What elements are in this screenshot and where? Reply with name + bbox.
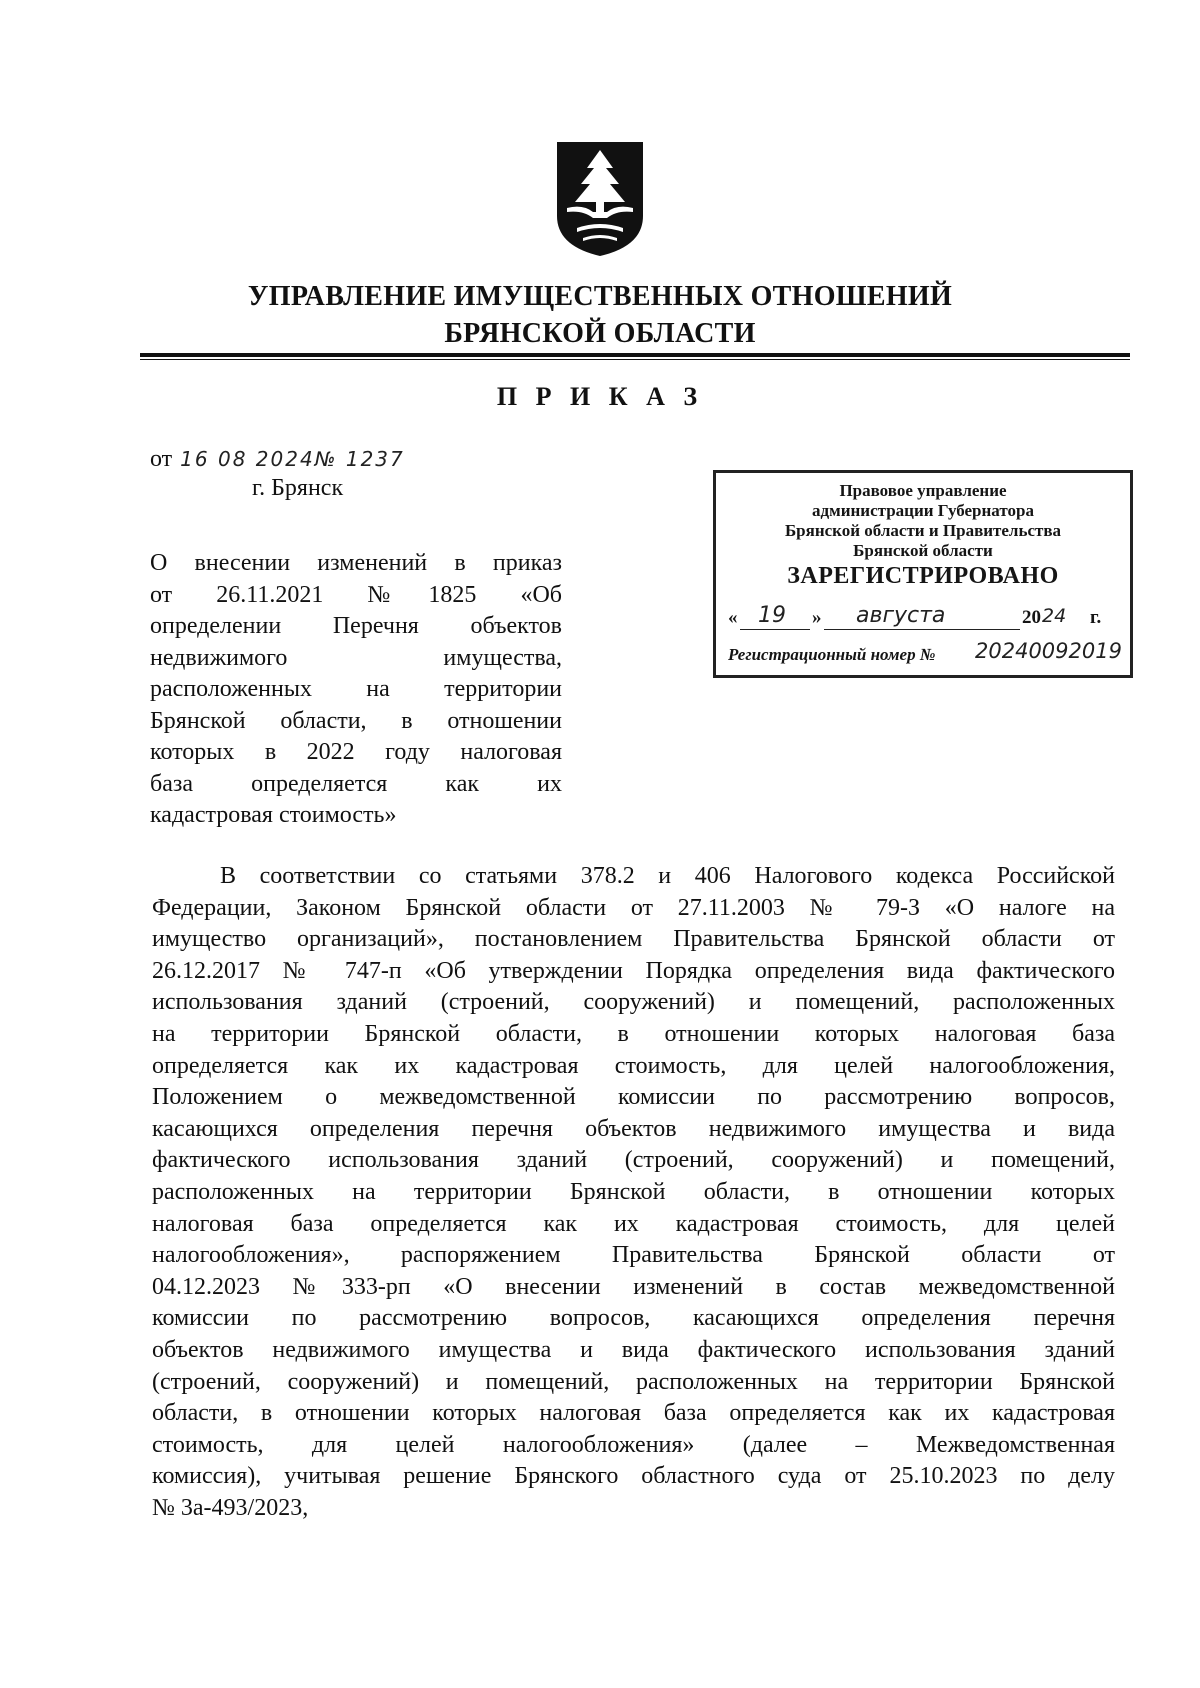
order-date-line — [150, 446, 405, 473]
handwritten-date-number: 16 08 2024№ 1237 — [180, 447, 405, 471]
subject-line: определении Перечня объектов — [150, 613, 562, 639]
preamble-line: налоговая база определяется как их кадастровая стоимость, для целей — [152, 1210, 1115, 1237]
organization-title-line2: БРЯНСКОЙ ОБЛАСТИ — [444, 318, 756, 349]
preamble-line: на территории Брянской области, в отношении которых налоговая база — [152, 1020, 1115, 1047]
stamp-date-row — [728, 603, 1118, 633]
subject-line: О внесении изменений в приказ — [150, 550, 562, 576]
preamble-line: № 3а-493/2023, — [152, 1494, 309, 1521]
stamp-close-quote: » — [812, 607, 822, 628]
stamp-registration-row — [728, 639, 1122, 669]
stamp-line-4: Брянской области — [853, 541, 993, 560]
stamp-year-suffix: 24 — [1042, 605, 1067, 627]
header-divider — [140, 353, 1130, 357]
organization-title-line1: УПРАВЛЕНИЕ ИМУЩЕСТВЕННЫХ ОТНОШЕНИЙ — [247, 281, 953, 312]
stamp-line-3: Брянской области и Правительства — [784, 521, 1062, 540]
subject-line: кадастровая стоимость» — [150, 802, 397, 828]
preamble-line: налогообложения», распоряжением Правительства Брянской области от — [152, 1242, 1115, 1269]
preamble-line: В соответствии со статьями 378.2 и 406 Налогового кодекса Российской — [220, 863, 1115, 889]
order-city: г. Брянск — [252, 475, 344, 501]
preamble-line: использования зданий (строений, сооружений) и помещений, расположенных — [152, 989, 1115, 1016]
preamble-line: (строений, сооружений) и помещений, расположенных на территории Брянской — [152, 1368, 1115, 1395]
date-prefix: от — [150, 446, 173, 472]
stamp-line-2: администрации Губернатора — [812, 501, 1034, 520]
preamble-line: стоимость, для целей налогообложения» (далее – Межведомственная — [152, 1431, 1115, 1458]
preamble-line: комиссии по рассмотрению вопросов, касающихся определения перечня — [152, 1305, 1115, 1332]
stamp-registration-label: Регистрационный номер № — [728, 645, 936, 664]
stamp-line-1: Правовое управление — [839, 481, 1007, 500]
stamp-registered: ЗАРЕГИСТРИРОВАНО — [787, 563, 1059, 589]
stamp-year-mark: г. — [1090, 607, 1102, 628]
preamble-line: 26.12.2017 № 747-п «Об утверждении Порядка определения вида фактического — [152, 957, 1115, 984]
preamble-line: имущество организаций», постановлением Правительства Брянской области от — [152, 926, 1115, 953]
subject-line: база определяется как их — [150, 770, 562, 797]
order-subject — [150, 548, 562, 832]
header-divider-thin — [140, 359, 1130, 360]
preamble-line: объектов недвижимого имущества и вида фактического использования зданий — [152, 1336, 1115, 1363]
document-type: П Р И К А З — [496, 382, 704, 411]
stamp-day: 19 — [758, 603, 786, 628]
preamble-line: Федерации, Законом Брянской области от 27.11.2003 № 79-З «О налоге на — [152, 894, 1115, 921]
subject-line: которых в 2022 году налоговая — [150, 739, 562, 765]
subject-line: от 26.11.2021 №1825 «Об — [150, 581, 562, 608]
stamp-month: августа — [856, 603, 946, 628]
order-preamble — [152, 861, 1115, 1524]
subject-line: расположенных на территории — [150, 676, 562, 702]
preamble-line: определяется как их кадастровая стоимость, для целей налогообложения, — [152, 1052, 1115, 1079]
stamp-registration-number: 20240092019 — [975, 639, 1122, 663]
preamble-line: фактического использования зданий (строений, сооружений) и помещений, — [152, 1147, 1115, 1174]
preamble-line: комиссия), учитывая решение Брянского областного суда от 25.10.2023 по делу — [152, 1463, 1115, 1490]
preamble-line: 04.12.2023 №333-рп «О внесении изменений в состав межведомственной — [152, 1273, 1115, 1300]
stamp-month-line — [824, 629, 1020, 630]
registration-stamp — [713, 470, 1133, 678]
subject-line: недвижимого имущества, — [150, 644, 562, 671]
stamp-day-line — [740, 629, 810, 630]
bryansk-coat-of-arms-icon — [553, 138, 647, 260]
preamble-line: расположенных на территории Брянской области, в отношении которых — [152, 1178, 1115, 1205]
preamble-line: Положением о межведомственной комиссии по рассмотрению вопросов, — [152, 1084, 1115, 1111]
stamp-year-prefix: 20 — [1022, 607, 1041, 628]
preamble-line: касающихся определения перечня объектов недвижимого имущества и вида — [152, 1115, 1115, 1142]
subject-line: Брянской области, в отношении — [150, 707, 562, 734]
preamble-line: области, в отношении которых налоговая база определяется как их кадастровая — [152, 1400, 1115, 1427]
stamp-open-quote: « — [728, 607, 738, 628]
